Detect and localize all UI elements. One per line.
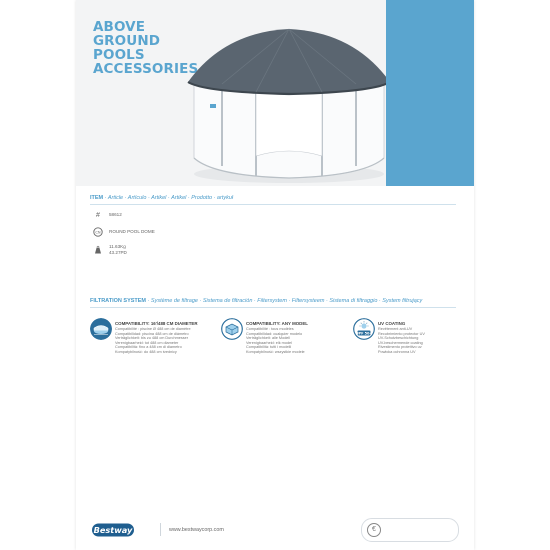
feature-description xyxy=(246,327,305,355)
hero-title xyxy=(93,20,198,76)
feature-line: UV-Schutzbeschichtung xyxy=(378,336,419,341)
brand-name: Bestway xyxy=(93,525,133,535)
feature-line: Compatibilité : piscine Ø 488 cm de diamètre xyxy=(115,327,191,331)
cn-badge-icon xyxy=(93,227,103,237)
feature-title: COMPATIBILITY: 16'/488 CM DIAMETER xyxy=(115,321,198,326)
divider xyxy=(90,204,456,205)
uv-coating-icon xyxy=(353,318,375,340)
website-link[interactable]: www.bestwaycorp.com xyxy=(169,527,224,533)
pool-dome-image xyxy=(184,26,394,186)
filtration-section-label xyxy=(90,298,422,304)
feature-line: Verträglichkeit: bis zu 488 cm Durchmesser xyxy=(115,336,189,341)
feature-line: Compatibilità: fino a 488 cm di diametro xyxy=(115,345,182,350)
feature-uv-coating xyxy=(353,316,468,366)
weight-icon xyxy=(93,245,103,255)
item-label-bold: ITEM xyxy=(90,195,104,201)
feature-line: Recubrimiento protector UV xyxy=(378,331,425,336)
weight-values xyxy=(109,244,127,256)
feature-line: Powłoka ochronna UV xyxy=(378,349,416,354)
feature-title: UV COATING xyxy=(378,321,406,326)
weight-lb: 43.27PD xyxy=(109,250,127,255)
feature-title: COMPATIBILITY: ANY MODEL xyxy=(246,321,308,326)
svg-text:CN: CN xyxy=(95,230,101,235)
hero-title-line: ACCESSORIES xyxy=(93,61,199,77)
feature-description xyxy=(378,327,425,355)
hero-banner xyxy=(76,0,474,186)
feature-line: Rivestimento protettivo uv xyxy=(378,345,422,350)
hero-title-line: ABOVE xyxy=(93,19,146,35)
feature-line: Compatibilité : tous modèles xyxy=(246,327,294,331)
item-name: ROUND POOL DOME xyxy=(109,229,155,234)
filtration-label-translations: · Système de filtrage · Sistema de filtración · Filtersystem · Filtersysteem · Sistema di filtraggio · System filtrujący xyxy=(146,298,423,304)
footer-divider xyxy=(160,523,161,536)
weight-kg: 11.63Kg xyxy=(109,244,126,249)
bestway-logo xyxy=(92,523,134,537)
hero-title-line: POOLS xyxy=(93,47,145,63)
item-number: 58612 xyxy=(109,212,122,217)
feature-line: UV-beschermende coating xyxy=(378,340,423,345)
feature-line: Kompatybilność: wszystkie modele xyxy=(246,349,305,354)
euro-icon: € xyxy=(367,523,381,537)
upf-badge-text: UPF 50+ xyxy=(355,331,373,336)
feature-line: Compatibilidad: cualquier modelo xyxy=(246,331,303,336)
spec-weight xyxy=(93,244,103,256)
feature-diameter xyxy=(90,316,205,366)
any-pool-model-icon xyxy=(221,318,243,340)
accent-panel xyxy=(386,0,474,186)
feature-line: Compatibilità: tutti i modelli xyxy=(246,345,292,350)
hash-icon: # xyxy=(96,211,100,219)
spec-item-number xyxy=(93,209,103,221)
feature-any-model xyxy=(221,316,336,366)
feature-line: Revêtement anti-UV xyxy=(378,327,413,331)
feature-line: Kompatybilność: do 488 cm średnicy xyxy=(115,349,177,354)
price-box xyxy=(361,518,459,542)
feature-line: Verenigbaarheid: elk model xyxy=(246,340,293,345)
filtration-label-bold: FILTRATION SYSTEM xyxy=(90,298,147,304)
feature-line: Compatibilidad: piscina 488 cm de diámetro xyxy=(115,331,189,336)
pool-diameter-icon xyxy=(90,318,112,340)
divider xyxy=(90,307,456,308)
item-section-label xyxy=(90,195,233,201)
feature-description xyxy=(115,327,191,355)
item-label-translations: · Article · Artículo · Artikel · Artikel · Prodotto · artykuł xyxy=(103,195,234,201)
hero-title-line: GROUND xyxy=(93,33,161,49)
spec-item-name xyxy=(93,226,103,238)
product-sheet xyxy=(76,0,474,550)
feature-line: Verträglichkeit: alle Modell xyxy=(246,336,291,341)
feature-line: Verenigbaarheid: tot 488 cm diameter xyxy=(115,340,179,345)
